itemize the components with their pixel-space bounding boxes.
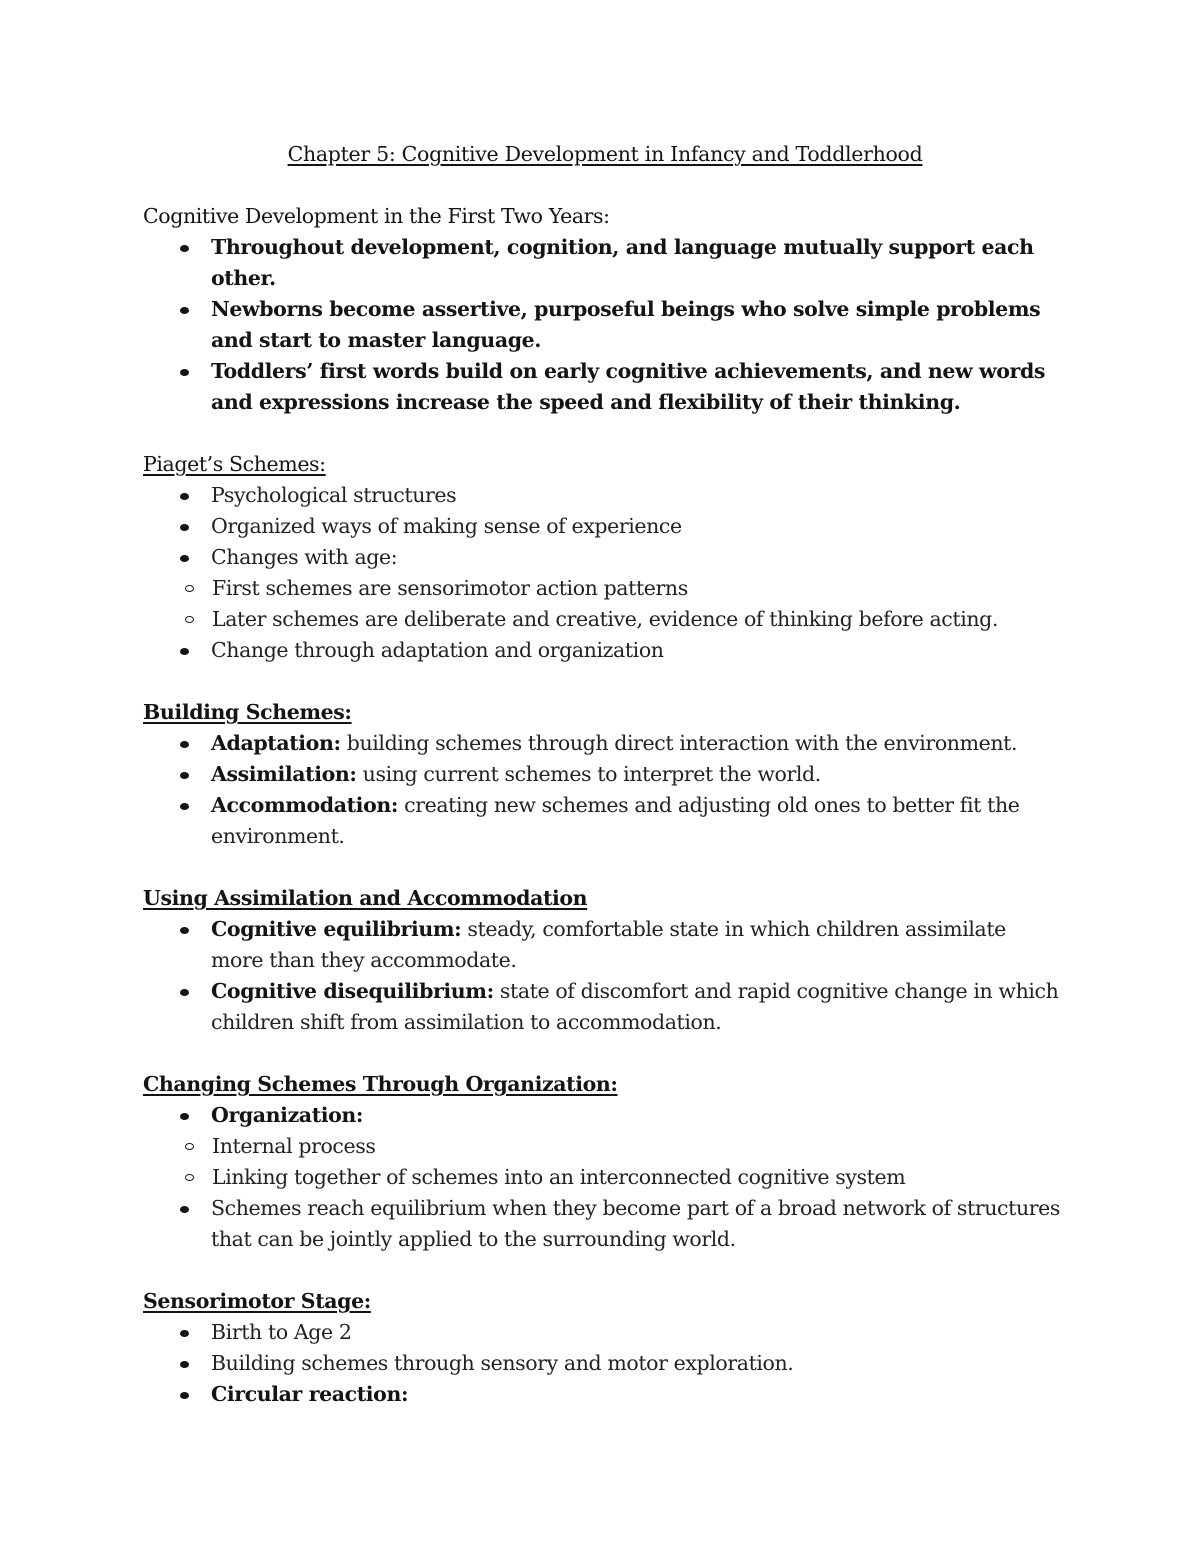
section-heading: Building Schemes: bbox=[143, 700, 352, 724]
term-label: Cognitive equilibrium: bbox=[211, 917, 462, 941]
bullet-list bbox=[143, 1100, 1063, 1255]
term-label: Assimilation: bbox=[211, 762, 357, 786]
bullet-icon bbox=[180, 989, 189, 996]
sub-list-item bbox=[143, 1162, 1063, 1193]
bullet-icon bbox=[180, 1330, 189, 1337]
list-item-text: Change through adaptation and organization bbox=[211, 638, 664, 662]
document-title: Chapter 5: Cognitive Development in Infancy and Toddlerhood bbox=[287, 142, 923, 166]
list-item bbox=[143, 1379, 1063, 1410]
list-item bbox=[143, 294, 1063, 356]
hollow-bullet-icon bbox=[185, 1143, 194, 1150]
hollow-bullet-icon bbox=[185, 616, 194, 623]
term-definition: using current schemes to interpret the world. bbox=[356, 762, 821, 786]
list-item bbox=[143, 232, 1063, 294]
bullet-list bbox=[143, 1317, 1063, 1410]
bullet-icon bbox=[180, 648, 189, 655]
bullet-icon bbox=[180, 493, 189, 500]
list-item-text: Circular reaction: bbox=[211, 1382, 409, 1406]
sub-list-item-text: First schemes are sensorimotor action patterns bbox=[212, 576, 688, 600]
bullet-icon bbox=[180, 927, 189, 934]
bullet-icon bbox=[180, 1206, 189, 1213]
section-heading: Cognitive Development in the First Two Years: bbox=[143, 204, 610, 228]
bullet-icon bbox=[180, 741, 189, 748]
term-definition: steady, comfortable state in which children assimilate more than they accommodate. bbox=[211, 917, 1006, 972]
bullet-list bbox=[143, 232, 1063, 418]
list-item bbox=[143, 1348, 1063, 1379]
sub-list-item bbox=[143, 573, 1063, 604]
bullet-list bbox=[143, 914, 1063, 1038]
term-label: Cognitive disequilibrium: bbox=[211, 979, 494, 1003]
list-item-text: Organized ways of making sense of experience bbox=[211, 514, 682, 538]
sub-list-item-text: Internal process bbox=[212, 1134, 376, 1158]
list-item-text: Psychological structures bbox=[211, 483, 457, 507]
list-item-text: Throughout development, cognition, and language mutually support each other. bbox=[211, 235, 1034, 290]
bullet-icon bbox=[180, 369, 189, 376]
list-item bbox=[143, 1317, 1063, 1348]
bullet-icon bbox=[180, 555, 189, 562]
bullet-icon bbox=[180, 307, 189, 314]
list-item bbox=[143, 790, 1063, 852]
sub-list-item-text: Later schemes are deliberate and creative, evidence of thinking before acting. bbox=[212, 607, 998, 631]
term-label: Accommodation: bbox=[211, 793, 399, 817]
sub-bullet-list bbox=[143, 573, 1063, 635]
bullet-icon bbox=[180, 245, 189, 252]
list-item-text: Newborns become assertive, purposeful beings who solve simple problems and start to master language. bbox=[211, 297, 1041, 352]
bullet-list bbox=[143, 480, 1063, 666]
list-item bbox=[143, 728, 1063, 759]
section-first-two-years bbox=[143, 201, 1063, 418]
section-heading: Piaget’s Schemes: bbox=[143, 452, 326, 476]
term-definition: state of discomfort and rapid cognitive change in which children shift from assimilation to accommodation. bbox=[211, 979, 1059, 1034]
sub-list-item bbox=[143, 604, 1063, 635]
sub-list-item bbox=[143, 1131, 1063, 1162]
list-item bbox=[143, 914, 1063, 976]
sub-bullet-list bbox=[143, 1131, 1063, 1193]
document-body bbox=[143, 139, 1063, 1441]
bullet-icon bbox=[180, 803, 189, 810]
list-item-text: Toddlers’ first words build on early cognitive achievements, and new words and expressions increase the speed and flexibility of their thinking. bbox=[211, 359, 1046, 414]
list-item bbox=[143, 1193, 1063, 1255]
section-heading: Changing Schemes Through Organization: bbox=[143, 1072, 618, 1096]
term-definition: creating new schemes and adjusting old ones to better fit the environment. bbox=[211, 793, 1020, 848]
section-heading: Sensorimotor Stage: bbox=[143, 1289, 371, 1313]
list-item bbox=[143, 635, 1063, 666]
list-item bbox=[143, 480, 1063, 511]
section-piaget-schemes bbox=[143, 449, 1063, 666]
list-item-text: Birth to Age 2 bbox=[211, 1320, 352, 1344]
list-item-text: Organization: bbox=[211, 1103, 364, 1127]
bullet-icon bbox=[180, 524, 189, 531]
list-item-text: Building schemes through sensory and motor exploration. bbox=[211, 1351, 794, 1375]
section-heading: Using Assimilation and Accommodation bbox=[143, 886, 588, 910]
list-item bbox=[143, 1100, 1063, 1193]
list-item-text: Schemes reach equilibrium when they become part of a broad network of structures that can be jointly applied to the surrounding world. bbox=[211, 1196, 1061, 1251]
hollow-bullet-icon bbox=[185, 1174, 194, 1181]
list-item bbox=[143, 356, 1063, 418]
section-building-schemes bbox=[143, 697, 1063, 852]
term-definition: building schemes through direct interaction with the environment. bbox=[340, 731, 1018, 755]
sub-list-item-text: Linking together of schemes into an interconnected cognitive system bbox=[212, 1165, 906, 1189]
list-item bbox=[143, 511, 1063, 542]
bullet-list bbox=[143, 728, 1063, 852]
section-organization bbox=[143, 1069, 1063, 1255]
hollow-bullet-icon bbox=[185, 585, 194, 592]
bullet-icon bbox=[180, 1392, 189, 1399]
bullet-icon bbox=[180, 1113, 189, 1120]
bullet-icon bbox=[180, 1361, 189, 1368]
term-label: Adaptation: bbox=[211, 731, 341, 755]
list-item-text: Changes with age: bbox=[211, 545, 398, 569]
bullet-icon bbox=[180, 772, 189, 779]
list-item bbox=[143, 759, 1063, 790]
list-item bbox=[143, 976, 1063, 1038]
section-sensorimotor-stage bbox=[143, 1286, 1063, 1410]
section-assimilation-accommodation bbox=[143, 883, 1063, 1038]
list-item bbox=[143, 542, 1063, 635]
